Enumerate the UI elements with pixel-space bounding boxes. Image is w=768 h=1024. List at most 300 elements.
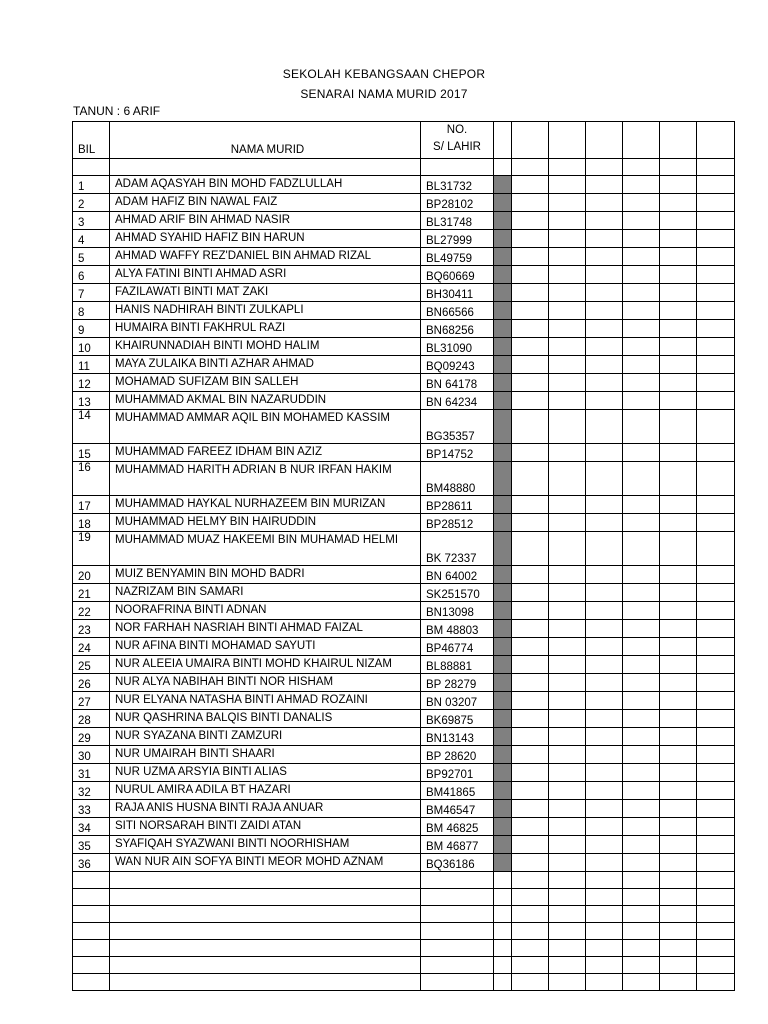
blank-cell bbox=[494, 974, 512, 991]
blank-cell bbox=[623, 566, 660, 584]
empty-bil-cell bbox=[73, 889, 110, 906]
blank-cell bbox=[660, 444, 697, 462]
blank-cell bbox=[697, 159, 735, 176]
blank-cell bbox=[549, 854, 586, 872]
blank-cell bbox=[660, 710, 697, 728]
student-number: 2 bbox=[73, 194, 110, 212]
blank-cell bbox=[586, 320, 623, 338]
blank-cell bbox=[512, 836, 549, 854]
table-row bbox=[73, 836, 735, 854]
blank-cell bbox=[586, 514, 623, 532]
blank-cell bbox=[586, 764, 623, 782]
blank-cell bbox=[586, 462, 623, 496]
blank-cell bbox=[549, 302, 586, 320]
blank-cell bbox=[697, 356, 735, 374]
roster-body bbox=[73, 159, 735, 991]
student-number: 3 bbox=[73, 212, 110, 230]
blank-cell bbox=[512, 728, 549, 746]
empty-no-cell bbox=[421, 159, 494, 176]
blank-cell bbox=[623, 728, 660, 746]
blank-cell bbox=[494, 159, 512, 176]
blank-cell bbox=[549, 532, 586, 566]
blank-cell bbox=[549, 782, 586, 800]
blank-cell bbox=[549, 230, 586, 248]
empty-no-cell bbox=[421, 906, 494, 923]
student-number: 8 bbox=[73, 302, 110, 320]
blank-cell bbox=[586, 444, 623, 462]
blank-cell bbox=[512, 284, 549, 302]
student-name: RAJA ANIS HUSNA BINTI RAJA ANUAR bbox=[110, 800, 421, 818]
blank-cell bbox=[660, 836, 697, 854]
blank-cell bbox=[549, 266, 586, 284]
blank-cell bbox=[697, 462, 735, 496]
birth-cert-number: BL27999 bbox=[421, 230, 494, 248]
blank-cell bbox=[586, 356, 623, 374]
blank-cell bbox=[512, 602, 549, 620]
table-row bbox=[73, 444, 735, 462]
blank-cell bbox=[660, 374, 697, 392]
table-row bbox=[73, 692, 735, 710]
blank-cell bbox=[660, 940, 697, 957]
blank-cell bbox=[549, 392, 586, 410]
table-row bbox=[73, 284, 735, 302]
blank-cell bbox=[623, 906, 660, 923]
blank-cell bbox=[512, 872, 549, 889]
shaded-cell bbox=[494, 692, 512, 710]
shaded-cell bbox=[494, 248, 512, 266]
blank-cell bbox=[623, 674, 660, 692]
blank-cell bbox=[697, 374, 735, 392]
blank-cell bbox=[660, 584, 697, 602]
blank-cell bbox=[660, 496, 697, 514]
table-row bbox=[73, 746, 735, 764]
student-roster-table bbox=[72, 121, 735, 991]
blank-cell bbox=[512, 710, 549, 728]
student-number: 32 bbox=[73, 782, 110, 800]
student-number: 27 bbox=[73, 692, 110, 710]
table-row bbox=[73, 674, 735, 692]
blank-cell bbox=[660, 923, 697, 940]
birth-cert-number: BL31090 bbox=[421, 338, 494, 356]
blank-cell bbox=[623, 872, 660, 889]
student-number: 31 bbox=[73, 764, 110, 782]
blank-cell bbox=[660, 746, 697, 764]
header-blank-cell bbox=[586, 122, 623, 159]
student-name: AHMAD WAFFY REZ'DANIEL BIN AHMAD RIZAL bbox=[110, 248, 421, 266]
blank-cell bbox=[586, 230, 623, 248]
student-number: 25 bbox=[73, 656, 110, 674]
student-name: MUHAMMAD HARITH ADRIAN B NUR IRFAN HAKIM bbox=[110, 462, 421, 496]
blank-cell bbox=[660, 230, 697, 248]
blank-cell bbox=[660, 818, 697, 836]
empty-bil-cell bbox=[73, 159, 110, 176]
birth-cert-number: BP46774 bbox=[421, 638, 494, 656]
blank-cell bbox=[586, 496, 623, 514]
birth-cert-number: BP28611 bbox=[421, 496, 494, 514]
student-number: 11 bbox=[73, 356, 110, 374]
student-name: AHMAD ARIF BIN AHMAD NASIR bbox=[110, 212, 421, 230]
blank-cell bbox=[623, 818, 660, 836]
blank-cell bbox=[512, 940, 549, 957]
blank-cell bbox=[660, 338, 697, 356]
blank-cell bbox=[586, 620, 623, 638]
blank-cell bbox=[697, 728, 735, 746]
table-row bbox=[73, 302, 735, 320]
student-number: 17 bbox=[73, 496, 110, 514]
shaded-cell bbox=[494, 302, 512, 320]
blank-cell bbox=[660, 410, 697, 444]
birth-cert-number: BK69875 bbox=[421, 710, 494, 728]
blank-cell bbox=[586, 602, 623, 620]
blank-cell bbox=[586, 818, 623, 836]
header-blank-cell bbox=[494, 122, 512, 159]
blank-cell bbox=[586, 836, 623, 854]
student-number: 33 bbox=[73, 800, 110, 818]
shaded-cell bbox=[494, 176, 512, 194]
blank-cell bbox=[586, 782, 623, 800]
student-number: 24 bbox=[73, 638, 110, 656]
student-number: 7 bbox=[73, 284, 110, 302]
blank-cell bbox=[660, 266, 697, 284]
empty-no-cell bbox=[421, 957, 494, 974]
blank-cell bbox=[586, 710, 623, 728]
blank-cell bbox=[660, 602, 697, 620]
student-name: NUR UMAIRAH BINTI SHAARI bbox=[110, 746, 421, 764]
birth-cert-number: BP 28279 bbox=[421, 674, 494, 692]
shaded-cell bbox=[494, 392, 512, 410]
blank-cell bbox=[660, 248, 697, 266]
blank-cell bbox=[660, 674, 697, 692]
shaded-cell bbox=[494, 374, 512, 392]
table-row bbox=[73, 266, 735, 284]
blank-cell bbox=[697, 284, 735, 302]
blank-cell bbox=[512, 638, 549, 656]
birth-cert-number: BK 72337 bbox=[421, 532, 494, 566]
birth-cert-number: BM 48803 bbox=[421, 620, 494, 638]
blank-cell bbox=[623, 836, 660, 854]
blank-cell bbox=[623, 692, 660, 710]
empty-name-cell bbox=[110, 872, 421, 889]
blank-cell bbox=[586, 392, 623, 410]
birth-cert-number: BL31732 bbox=[421, 176, 494, 194]
blank-cell bbox=[512, 620, 549, 638]
blank-cell bbox=[549, 940, 586, 957]
blank-cell bbox=[623, 266, 660, 284]
blank-cell bbox=[549, 338, 586, 356]
blank-cell bbox=[660, 284, 697, 302]
blank-cell bbox=[623, 462, 660, 496]
blank-cell bbox=[512, 532, 549, 566]
blank-cell bbox=[660, 159, 697, 176]
student-number: 30 bbox=[73, 746, 110, 764]
header-birth-cert-line2: S/ LAHIR bbox=[433, 141, 481, 153]
table-row bbox=[73, 462, 735, 496]
blank-cell bbox=[697, 974, 735, 991]
empty-row bbox=[73, 923, 735, 940]
blank-cell bbox=[623, 374, 660, 392]
student-number: 5 bbox=[73, 248, 110, 266]
blank-cell bbox=[623, 320, 660, 338]
school-name: SEKOLAH KEBANGSAAN CHEPOR bbox=[282, 67, 486, 81]
shaded-cell bbox=[494, 266, 512, 284]
shaded-cell bbox=[494, 620, 512, 638]
blank-cell bbox=[697, 584, 735, 602]
shaded-cell bbox=[494, 566, 512, 584]
blank-cell bbox=[549, 800, 586, 818]
student-number: 20 bbox=[73, 566, 110, 584]
shaded-cell bbox=[494, 800, 512, 818]
blank-cell bbox=[623, 302, 660, 320]
student-number: 28 bbox=[73, 710, 110, 728]
blank-cell bbox=[512, 674, 549, 692]
blank-cell bbox=[494, 906, 512, 923]
table-row bbox=[73, 566, 735, 584]
student-name: MOHAMAD SUFIZAM BIN SALLEH bbox=[110, 374, 421, 392]
table-row bbox=[73, 410, 735, 444]
empty-row bbox=[73, 957, 735, 974]
blank-cell bbox=[586, 532, 623, 566]
blank-cell bbox=[549, 818, 586, 836]
student-name: MUHAMMAD HAYKAL NURHAZEEM BIN MURIZAN bbox=[110, 496, 421, 514]
birth-cert-number: BQ09243 bbox=[421, 356, 494, 374]
blank-cell bbox=[512, 212, 549, 230]
blank-cell bbox=[494, 940, 512, 957]
blank-cell bbox=[697, 746, 735, 764]
blank-cell bbox=[660, 532, 697, 566]
blank-cell bbox=[623, 410, 660, 444]
blank-cell bbox=[512, 906, 549, 923]
blank-cell bbox=[586, 212, 623, 230]
blank-cell bbox=[549, 410, 586, 444]
shaded-cell bbox=[494, 782, 512, 800]
blank-cell bbox=[660, 176, 697, 194]
birth-cert-number: BM 46825 bbox=[421, 818, 494, 836]
student-name: NURUL AMIRA ADILA BT HAZARI bbox=[110, 782, 421, 800]
student-name: NOR FARHAH NASRIAH BINTI AHMAD FAIZAL bbox=[110, 620, 421, 638]
blank-cell bbox=[549, 462, 586, 496]
blank-cell bbox=[623, 230, 660, 248]
blank-cell bbox=[623, 584, 660, 602]
birth-cert-number: BN66566 bbox=[421, 302, 494, 320]
blank-cell bbox=[512, 818, 549, 836]
blank-cell bbox=[512, 656, 549, 674]
blank-cell bbox=[512, 764, 549, 782]
shaded-cell bbox=[494, 674, 512, 692]
shaded-cell bbox=[494, 818, 512, 836]
class-label: TANUN : 6 ARIF bbox=[73, 104, 161, 118]
blank-cell bbox=[494, 957, 512, 974]
blank-cell bbox=[549, 656, 586, 674]
blank-cell bbox=[494, 923, 512, 940]
shaded-cell bbox=[494, 230, 512, 248]
shaded-cell bbox=[494, 532, 512, 566]
blank-cell bbox=[623, 284, 660, 302]
student-name: HANIS NADHIRAH BINTI ZULKAPLI bbox=[110, 302, 421, 320]
table-row bbox=[73, 212, 735, 230]
empty-name-cell bbox=[110, 957, 421, 974]
student-number: 10 bbox=[73, 338, 110, 356]
birth-cert-number: BN13143 bbox=[421, 728, 494, 746]
blank-cell bbox=[512, 266, 549, 284]
blank-cell bbox=[623, 854, 660, 872]
student-number: 21 bbox=[73, 584, 110, 602]
birth-cert-number: BL49759 bbox=[421, 248, 494, 266]
blank-cell bbox=[549, 496, 586, 514]
blank-cell bbox=[586, 906, 623, 923]
blank-cell bbox=[623, 800, 660, 818]
blank-cell bbox=[586, 872, 623, 889]
table-row bbox=[73, 374, 735, 392]
blank-cell bbox=[660, 392, 697, 410]
birth-cert-number: BP28512 bbox=[421, 514, 494, 532]
blank-cell bbox=[697, 692, 735, 710]
blank-cell bbox=[623, 514, 660, 532]
blank-cell bbox=[623, 957, 660, 974]
student-number: 1 bbox=[73, 176, 110, 194]
student-number: 4 bbox=[73, 230, 110, 248]
blank-cell bbox=[660, 320, 697, 338]
blank-cell bbox=[549, 638, 586, 656]
birth-cert-number: BM 46877 bbox=[421, 836, 494, 854]
table-row bbox=[73, 728, 735, 746]
blank-cell bbox=[697, 266, 735, 284]
blank-cell bbox=[512, 392, 549, 410]
blank-cell bbox=[623, 764, 660, 782]
blank-cell bbox=[623, 620, 660, 638]
birth-cert-number: BN 64178 bbox=[421, 374, 494, 392]
blank-cell bbox=[512, 746, 549, 764]
shaded-cell bbox=[494, 638, 512, 656]
blank-cell bbox=[697, 176, 735, 194]
blank-cell bbox=[697, 532, 735, 566]
blank-cell bbox=[512, 356, 549, 374]
blank-cell bbox=[623, 710, 660, 728]
blank-cell bbox=[586, 692, 623, 710]
student-name: HUMAIRA BINTI FAKHRUL RAZI bbox=[110, 320, 421, 338]
student-name: FAZILAWATI BINTI MAT ZAKI bbox=[110, 284, 421, 302]
student-name: NUR AFINA BINTI MOHAMAD SAYUTI bbox=[110, 638, 421, 656]
student-name: MUHAMMAD MUAZ HAKEEMI BIN MUHAMAD HELMI bbox=[110, 532, 421, 566]
table-row bbox=[73, 764, 735, 782]
table-row bbox=[73, 194, 735, 212]
blank-cell bbox=[512, 782, 549, 800]
table-row bbox=[73, 176, 735, 194]
blank-cell bbox=[697, 656, 735, 674]
student-name: SITI NORSARAH BINTI ZAIDI ATAN bbox=[110, 818, 421, 836]
blank-cell bbox=[697, 302, 735, 320]
blank-cell bbox=[512, 496, 549, 514]
blank-cell bbox=[623, 212, 660, 230]
blank-cell bbox=[697, 320, 735, 338]
blank-cell bbox=[586, 159, 623, 176]
header-bil: BIL bbox=[73, 122, 110, 159]
student-name: MUHAMMAD AMMAR AQIL BIN MOHAMED KASSIM bbox=[110, 410, 421, 444]
blank-cell bbox=[660, 302, 697, 320]
blank-cell bbox=[697, 889, 735, 906]
blank-cell bbox=[623, 889, 660, 906]
blank-cell bbox=[512, 159, 549, 176]
empty-name-cell bbox=[110, 889, 421, 906]
empty-no-cell bbox=[421, 872, 494, 889]
blank-cell bbox=[660, 906, 697, 923]
blank-cell bbox=[512, 889, 549, 906]
birth-cert-number: BM48880 bbox=[421, 462, 494, 496]
birth-cert-number: BP28102 bbox=[421, 194, 494, 212]
blank-cell bbox=[697, 854, 735, 872]
student-name: NUR UZMA ARSYIA BINTI ALIAS bbox=[110, 764, 421, 782]
student-number: 13 bbox=[73, 392, 110, 410]
blank-cell bbox=[697, 444, 735, 462]
blank-cell bbox=[660, 194, 697, 212]
shaded-cell bbox=[494, 194, 512, 212]
student-name: NUR QASHRINA BALQIS BINTI DANALIS bbox=[110, 710, 421, 728]
header-blank-cell bbox=[660, 122, 697, 159]
table-row bbox=[73, 356, 735, 374]
blank-cell bbox=[512, 410, 549, 444]
empty-bil-cell bbox=[73, 906, 110, 923]
empty-row bbox=[73, 974, 735, 991]
blank-cell bbox=[512, 194, 549, 212]
blank-cell bbox=[512, 584, 549, 602]
blank-cell bbox=[549, 836, 586, 854]
student-number: 36 bbox=[73, 854, 110, 872]
birth-cert-number: BH30411 bbox=[421, 284, 494, 302]
student-name: NAZRIZAM BIN SAMARI bbox=[110, 584, 421, 602]
shaded-cell bbox=[494, 746, 512, 764]
empty-no-cell bbox=[421, 974, 494, 991]
empty-no-cell bbox=[421, 923, 494, 940]
blank-cell bbox=[586, 194, 623, 212]
blank-cell bbox=[549, 974, 586, 991]
blank-cell bbox=[512, 957, 549, 974]
blank-cell bbox=[697, 194, 735, 212]
empty-name-cell bbox=[110, 974, 421, 991]
blank-cell bbox=[697, 410, 735, 444]
blank-cell bbox=[697, 496, 735, 514]
blank-cell bbox=[512, 800, 549, 818]
blank-cell bbox=[586, 656, 623, 674]
blank-cell bbox=[623, 974, 660, 991]
shaded-cell bbox=[494, 212, 512, 230]
student-name: MUHAMMAD HELMY BIN HAIRUDDIN bbox=[110, 514, 421, 532]
blank-cell bbox=[697, 514, 735, 532]
blank-cell bbox=[549, 584, 586, 602]
blank-cell bbox=[697, 940, 735, 957]
blank-cell bbox=[549, 212, 586, 230]
student-number: 22 bbox=[73, 602, 110, 620]
blank-cell bbox=[623, 940, 660, 957]
blank-cell bbox=[549, 746, 586, 764]
table-row bbox=[73, 496, 735, 514]
blank-cell bbox=[512, 462, 549, 496]
blank-cell bbox=[549, 320, 586, 338]
student-name: KHAIRUNNADIAH BINTI MOHD HALIM bbox=[110, 338, 421, 356]
shaded-cell bbox=[494, 728, 512, 746]
blank-cell bbox=[586, 302, 623, 320]
table-row bbox=[73, 320, 735, 338]
header-blank-cell bbox=[697, 122, 735, 159]
blank-cell bbox=[586, 800, 623, 818]
table-row bbox=[73, 532, 735, 566]
blank-cell bbox=[512, 302, 549, 320]
blank-cell bbox=[660, 462, 697, 496]
empty-name-cell bbox=[110, 923, 421, 940]
header-name: NAMA MURID bbox=[110, 122, 421, 159]
empty-row bbox=[73, 159, 735, 176]
empty-row bbox=[73, 872, 735, 889]
shaded-cell bbox=[494, 514, 512, 532]
shaded-cell bbox=[494, 584, 512, 602]
